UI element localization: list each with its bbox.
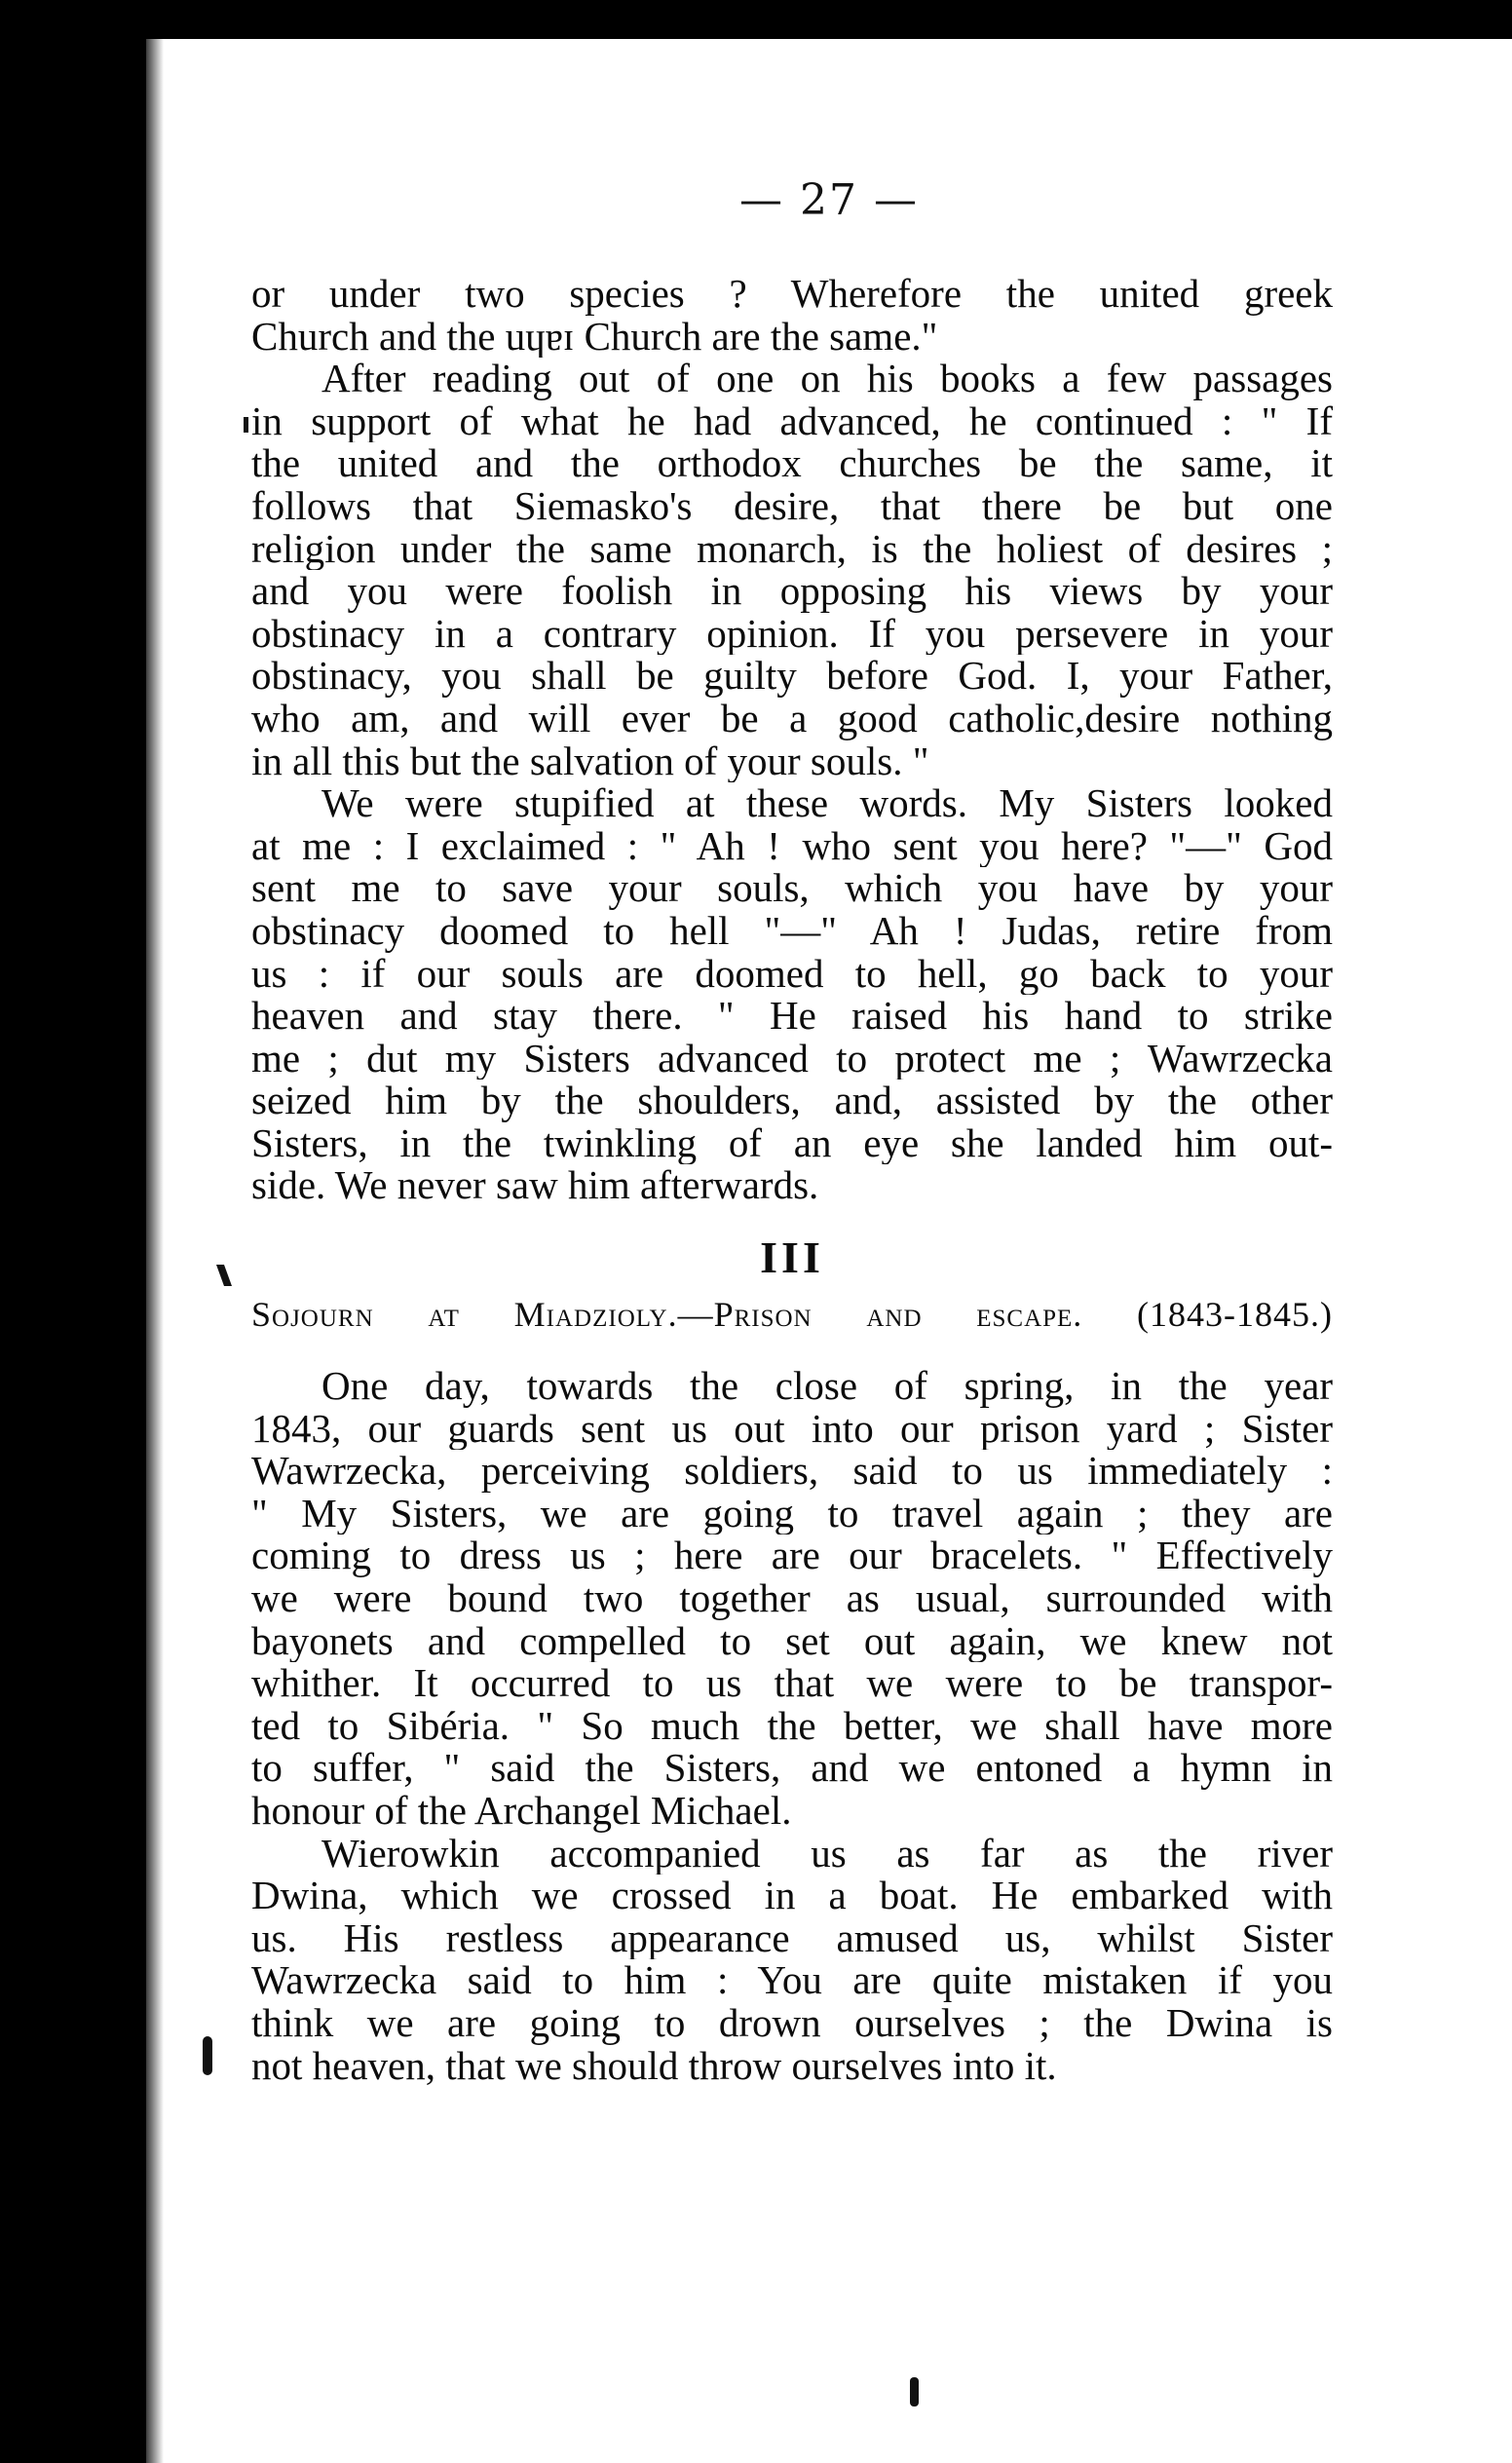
margin-ink-mark — [216, 1265, 232, 1286]
text-line: 1843, our guards sent us out into our prison yard ; Sister — [251, 1407, 1333, 1451]
text-line: " My Sisters, we are going to travel again ; they are — [251, 1492, 1333, 1535]
text-line: sent me to save your souls, which you have by your — [251, 867, 1333, 910]
book-page — [146, 39, 1512, 2463]
text-line: One day, towards the close of spring, in the year — [321, 1365, 1333, 1408]
text-line: obstinacy doomed to hell "—" Ah ! Judas, retire from — [251, 909, 1333, 953]
text-line: obstinacy, you shall be guilty before God. I, your Father, — [251, 655, 1333, 698]
text-line: me ; dut my Sisters advanced to protect me ; Wawrzecka — [251, 1037, 1333, 1080]
text-line: who am, and will ever be a good catholic,desire nothing — [251, 697, 1333, 740]
paragraph — [251, 1365, 1333, 1833]
text-line: or under two species ? Wherefore the united greek — [251, 273, 1333, 316]
text-line: in all this but the salvation of your souls. " — [251, 739, 929, 783]
text-line: not heaven, that we should throw ourselves into it. — [251, 2044, 1057, 2088]
text-line: to suffer, " said the Sisters, and we entoned a hymn in — [251, 1747, 1333, 1790]
text-line: and you were foolish in opposing his views by your — [251, 570, 1333, 613]
section-number: III — [760, 1232, 824, 1283]
paragraph — [251, 782, 1333, 1207]
text-line: We were stupified at these words. My Sisters looked — [321, 782, 1333, 825]
text-line: side. We never saw him afterwards. — [251, 1164, 819, 1208]
text-line: Sisters, in the twinkling of an eye she landed him out- — [251, 1121, 1333, 1165]
paragraph — [251, 1833, 1333, 2088]
paragraph — [251, 358, 1333, 782]
text-line: the united and the orthodox churches be the same, it — [251, 442, 1333, 485]
section-heading: Sojourn at Miadzioly.—Prison and escape. (1843-1845.) — [251, 1295, 1333, 1335]
printer-mark — [910, 2377, 919, 2406]
text-line: us : if our souls are doomed to hell, go back to your — [251, 952, 1333, 996]
paragraph — [251, 273, 1333, 358]
text-line: After reading out of one on his books a few passages — [321, 358, 1333, 400]
text-line: Dwina, which we crossed in a boat. He embarked with — [251, 1875, 1333, 1917]
margin-ink-mark — [244, 417, 248, 433]
text-line: whither. It occurred to us that we were to be transpor- — [251, 1662, 1333, 1705]
text-line: Wierowkin accompanied us as far as the river — [321, 1832, 1333, 1876]
text-line: obstinacy in a contrary opinion. If you persevere in your — [251, 612, 1333, 656]
text-line: Wawrzecka, perceiving soldiers, said to us immediately : — [251, 1450, 1333, 1493]
body-text — [251, 273, 1333, 2087]
text-line: heaven and stay there. " He raised his hand to strike — [251, 995, 1333, 1038]
text-line: us. His restless appearance amused us, whilst Sister — [251, 1916, 1333, 1960]
page-number: — 27 — — [739, 175, 919, 225]
binding-shadow — [146, 39, 164, 2463]
text-line: seized him by the shoulders, and, assisted by the other — [251, 1080, 1333, 1122]
text-line: in support of what he had advanced, he continued : " If — [251, 399, 1333, 443]
margin-ink-mark — [203, 2036, 212, 2075]
text-line: bayonets and compelled to set out again, we knew not — [251, 1619, 1333, 1663]
text-line: coming to dress us ; here are our bracelets. " Effectively — [251, 1535, 1333, 1578]
text-line: Church and the uɥɐɪ Church are the same." — [251, 315, 938, 359]
text-line: follows that Siemasko's desire, that there be but one — [251, 484, 1333, 528]
text-line: honour of the Archangel Michael. — [251, 1790, 792, 1833]
text-line: religion under the same monarch, is the holiest of desires ; — [251, 527, 1333, 571]
text-line: Wawrzecka said to him : You are quite mistaken if you — [251, 1959, 1333, 2002]
text-line: we were bound two together as usual, surrounded with — [251, 1577, 1333, 1620]
text-line: at me : I exclaimed : " Ah ! who sent you here? "—" God — [251, 824, 1333, 868]
text-line: think we are going to drown ourselves ; the Dwina is — [251, 2001, 1333, 2045]
text-line: ted to Sibéria. " So much the better, we shall have more — [251, 1704, 1333, 1748]
